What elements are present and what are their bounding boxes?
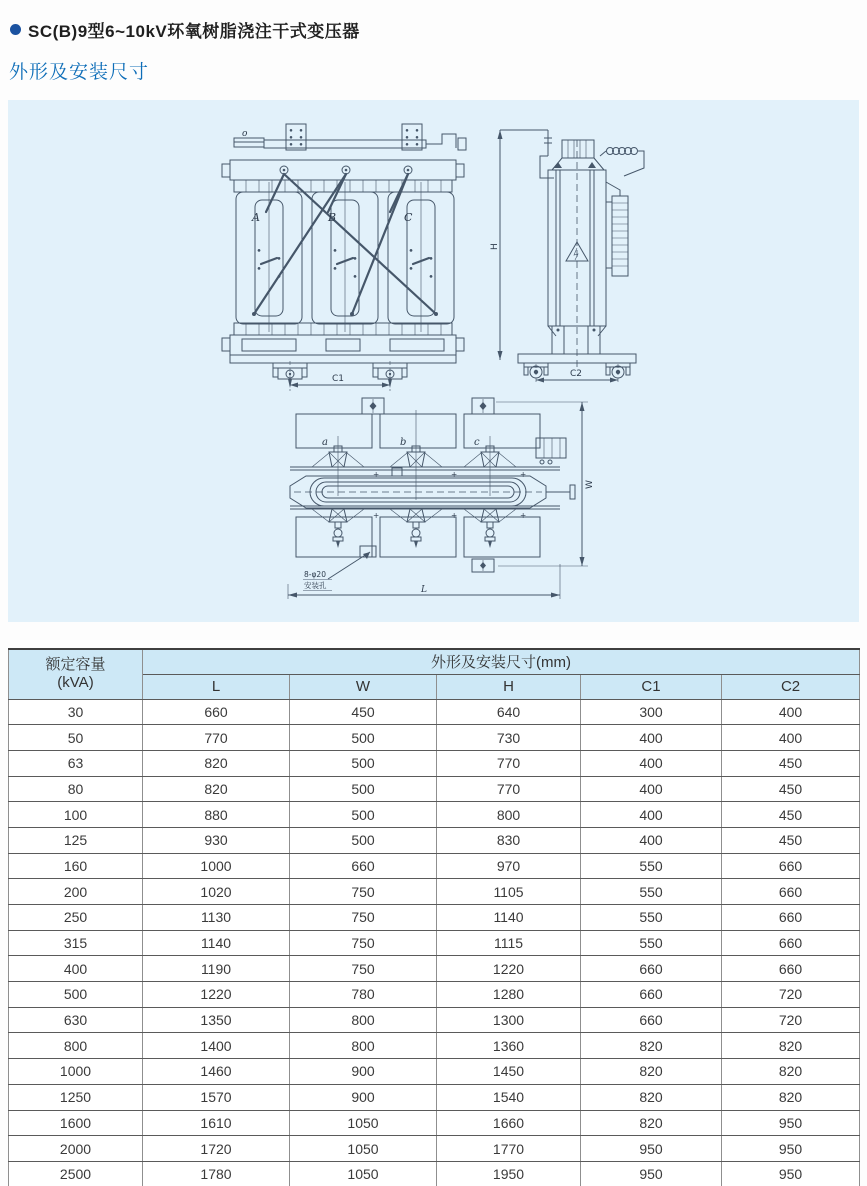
cell-c2: 820 <box>722 1084 860 1110</box>
cell-kva: 400 <box>9 956 143 982</box>
dimensions-table <box>8 648 860 1186</box>
cell-w: 500 <box>290 725 437 751</box>
table-row <box>9 905 860 931</box>
cell-l: 1610 <box>143 1110 290 1136</box>
cell-c2: 950 <box>722 1136 860 1162</box>
table-row <box>9 956 860 982</box>
table-row <box>9 1007 860 1033</box>
cell-c1: 400 <box>581 725 722 751</box>
cell-c2: 820 <box>722 1059 860 1085</box>
cell-h: 640 <box>437 699 581 725</box>
cell-w: 500 <box>290 827 437 853</box>
front-top-clamp <box>222 160 464 192</box>
drawing-panel <box>8 100 859 622</box>
cell-h: 1300 <box>437 1007 581 1033</box>
cell-c2: 400 <box>722 699 860 725</box>
cell-c1: 400 <box>581 750 722 776</box>
phase-b-label: B <box>328 211 337 224</box>
top-mounting-tabs <box>362 398 494 414</box>
rail-plus-mark: + <box>373 511 380 520</box>
table-row <box>9 1084 860 1110</box>
coil-c <box>388 182 454 332</box>
cell-kva: 250 <box>9 905 143 931</box>
cell-kva: 315 <box>9 930 143 956</box>
cell-w: 900 <box>290 1084 437 1110</box>
coil-b <box>312 182 378 332</box>
cell-l: 1460 <box>143 1059 290 1085</box>
cell-h: 800 <box>437 802 581 828</box>
cell-h: 830 <box>437 827 581 853</box>
cell-c2: 660 <box>722 853 860 879</box>
cell-h: 1950 <box>437 1161 581 1186</box>
cell-h: 730 <box>437 725 581 751</box>
cell-kva: 125 <box>9 827 143 853</box>
cell-w: 800 <box>290 1007 437 1033</box>
cell-c2: 400 <box>722 725 860 751</box>
cell-c2: 660 <box>722 930 860 956</box>
cell-l: 1130 <box>143 905 290 931</box>
bushing-c-label: c <box>474 437 480 448</box>
cell-l: 1400 <box>143 1033 290 1059</box>
dim-l-label: L <box>421 585 427 595</box>
top-jacks-lower <box>312 509 516 548</box>
cell-c1: 820 <box>581 1110 722 1136</box>
cell-c2: 450 <box>722 776 860 802</box>
cell-h: 1540 <box>437 1084 581 1110</box>
roller-right <box>373 361 407 391</box>
table-body <box>9 699 860 1186</box>
col-header-c2: C2 <box>722 674 860 699</box>
cell-w: 500 <box>290 802 437 828</box>
cell-h: 1115 <box>437 930 581 956</box>
cell-w: 500 <box>290 776 437 802</box>
mounting-hole-annotation <box>303 546 376 591</box>
cell-c1: 550 <box>581 930 722 956</box>
cell-c2: 820 <box>722 1033 860 1059</box>
bushing-a-label: a <box>322 437 328 448</box>
cell-c1: 300 <box>581 699 722 725</box>
dim-c2-label: C2 <box>570 369 583 379</box>
table-row <box>9 879 860 905</box>
cell-h: 1450 <box>437 1059 581 1085</box>
dim-h-label: H <box>490 243 500 250</box>
cell-c1: 400 <box>581 802 722 828</box>
cell-c2: 950 <box>722 1161 860 1186</box>
cell-w: 1050 <box>290 1161 437 1186</box>
table-row <box>9 853 860 879</box>
table-row <box>9 827 860 853</box>
cell-c1: 820 <box>581 1059 722 1085</box>
cell-h: 1360 <box>437 1033 581 1059</box>
table-row <box>9 930 860 956</box>
cell-c1: 550 <box>581 853 722 879</box>
cell-w: 750 <box>290 956 437 982</box>
cell-l: 770 <box>143 725 290 751</box>
cell-c2: 450 <box>722 802 860 828</box>
cell-w: 780 <box>290 982 437 1008</box>
cell-kva: 50 <box>9 725 143 751</box>
front-top-hanger <box>234 124 466 150</box>
table-row <box>9 1033 860 1059</box>
section-subtitle: 外形及安装尺寸 <box>9 62 150 83</box>
cell-kva: 1600 <box>9 1110 143 1136</box>
rail-plus-mark: + <box>451 511 458 520</box>
cell-l: 1190 <box>143 956 290 982</box>
dimension-h <box>490 130 548 360</box>
cell-c2: 450 <box>722 750 860 776</box>
cell-c2: 660 <box>722 905 860 931</box>
cell-l: 880 <box>143 802 290 828</box>
marker-o-label: o <box>242 129 248 139</box>
cell-c1: 400 <box>581 827 722 853</box>
cell-kva: 160 <box>9 853 143 879</box>
capacity-header-line2: (kVA) <box>57 674 94 692</box>
top-bushings-upper <box>290 446 560 479</box>
cell-c2: 720 <box>722 1007 860 1033</box>
capacity-header-line1: 额定容量 <box>45 655 106 673</box>
cell-l: 1720 <box>143 1136 290 1162</box>
col-header-w: W <box>290 674 437 699</box>
bottom-mounting-tab <box>472 559 494 572</box>
rail-plus-mark: + <box>373 470 380 479</box>
cell-w: 800 <box>290 1033 437 1059</box>
cell-h: 970 <box>437 853 581 879</box>
cell-kva: 2000 <box>9 1136 143 1162</box>
cell-kva: 200 <box>9 879 143 905</box>
col-header-c1: C1 <box>581 674 722 699</box>
table-row <box>9 699 860 725</box>
cell-c2: 720 <box>722 982 860 1008</box>
cell-h: 1660 <box>437 1110 581 1136</box>
cell-h: 1105 <box>437 879 581 905</box>
table-row <box>9 1059 860 1085</box>
side-terminal-ladder <box>606 182 628 276</box>
cell-kva: 30 <box>9 699 143 725</box>
cell-c1: 550 <box>581 879 722 905</box>
cell-h: 1280 <box>437 982 581 1008</box>
table-row <box>9 750 860 776</box>
side-view-drawing <box>490 118 665 388</box>
dim-c1-label: C1 <box>332 374 345 384</box>
dimension-l <box>288 564 560 599</box>
cell-kva: 80 <box>9 776 143 802</box>
bushing-b-label: b <box>400 437 407 448</box>
cell-c2: 660 <box>722 879 860 905</box>
phase-c-label: C <box>404 211 413 224</box>
cell-l: 1220 <box>143 982 290 1008</box>
dimension-c1 <box>290 374 390 388</box>
cell-c1: 820 <box>581 1084 722 1110</box>
cell-c1: 820 <box>581 1033 722 1059</box>
cell-c1: 950 <box>581 1161 722 1186</box>
dim-w-label: W <box>585 480 595 489</box>
note-line1: 8-φ20 <box>304 570 326 579</box>
cell-c1: 660 <box>581 982 722 1008</box>
table-row <box>9 725 860 751</box>
cell-c2: 450 <box>722 827 860 853</box>
roller-left <box>273 361 307 391</box>
cell-kva: 100 <box>9 802 143 828</box>
cell-kva: 1000 <box>9 1059 143 1085</box>
cell-h: 770 <box>437 776 581 802</box>
bullet-icon <box>10 24 21 35</box>
dimension-w <box>496 402 595 566</box>
cell-kva: 1250 <box>9 1084 143 1110</box>
cell-l: 930 <box>143 827 290 853</box>
page-title: SC(B)9型6~10kV环氧树脂浇注干式变压器 <box>28 22 360 41</box>
cell-kva: 63 <box>9 750 143 776</box>
table-header <box>9 649 860 699</box>
cell-l: 660 <box>143 699 290 725</box>
cell-h: 1770 <box>437 1136 581 1162</box>
note-line2: 安装孔 <box>304 581 327 590</box>
cell-c2: 660 <box>722 956 860 982</box>
cell-c1: 950 <box>581 1136 722 1162</box>
cell-kva: 2500 <box>9 1161 143 1186</box>
table-row <box>9 1161 860 1186</box>
cell-l: 820 <box>143 750 290 776</box>
cell-l: 1000 <box>143 853 290 879</box>
cell-c1: 550 <box>581 905 722 931</box>
cell-w: 900 <box>290 1059 437 1085</box>
cell-c1: 660 <box>581 956 722 982</box>
col-header-h: H <box>437 674 581 699</box>
cell-w: 750 <box>290 905 437 931</box>
col-group-header-dimensions: 外形及安装尺寸(mm) <box>143 649 860 674</box>
cell-w: 660 <box>290 853 437 879</box>
table-row <box>9 1110 860 1136</box>
cell-kva: 800 <box>9 1033 143 1059</box>
cell-w: 450 <box>290 699 437 725</box>
cell-w: 750 <box>290 930 437 956</box>
cell-l: 1780 <box>143 1161 290 1186</box>
cell-h: 1140 <box>437 905 581 931</box>
cell-c1: 660 <box>581 1007 722 1033</box>
top-view-drawing <box>276 396 596 611</box>
col-header-l: L <box>143 674 290 699</box>
cell-l: 1140 <box>143 930 290 956</box>
rail-plus-mark: + <box>520 511 527 520</box>
cell-c2: 950 <box>722 1110 860 1136</box>
cell-h: 770 <box>437 750 581 776</box>
table-row <box>9 802 860 828</box>
side-body <box>548 140 606 370</box>
top-core-oval <box>290 468 575 508</box>
cell-h: 1220 <box>437 956 581 982</box>
cell-l: 1020 <box>143 879 290 905</box>
cell-kva: 630 <box>9 1007 143 1033</box>
table-row <box>9 982 860 1008</box>
front-bottom-clamp <box>222 323 464 363</box>
page-title-row <box>10 17 360 42</box>
col-header-capacity <box>9 649 143 699</box>
cell-l: 1350 <box>143 1007 290 1033</box>
cell-w: 1050 <box>290 1110 437 1136</box>
front-view-drawing <box>220 118 470 395</box>
cell-l: 820 <box>143 776 290 802</box>
phase-a-label: A <box>252 211 260 224</box>
cell-w: 750 <box>290 879 437 905</box>
cell-c1: 400 <box>581 776 722 802</box>
cell-w: 1050 <box>290 1136 437 1162</box>
cell-l: 1570 <box>143 1084 290 1110</box>
cell-kva: 500 <box>9 982 143 1008</box>
rail-plus-mark: + <box>520 470 527 479</box>
table-row <box>9 776 860 802</box>
rail-plus-mark: + <box>451 470 458 479</box>
cell-w: 500 <box>290 750 437 776</box>
table-row <box>9 1136 860 1162</box>
